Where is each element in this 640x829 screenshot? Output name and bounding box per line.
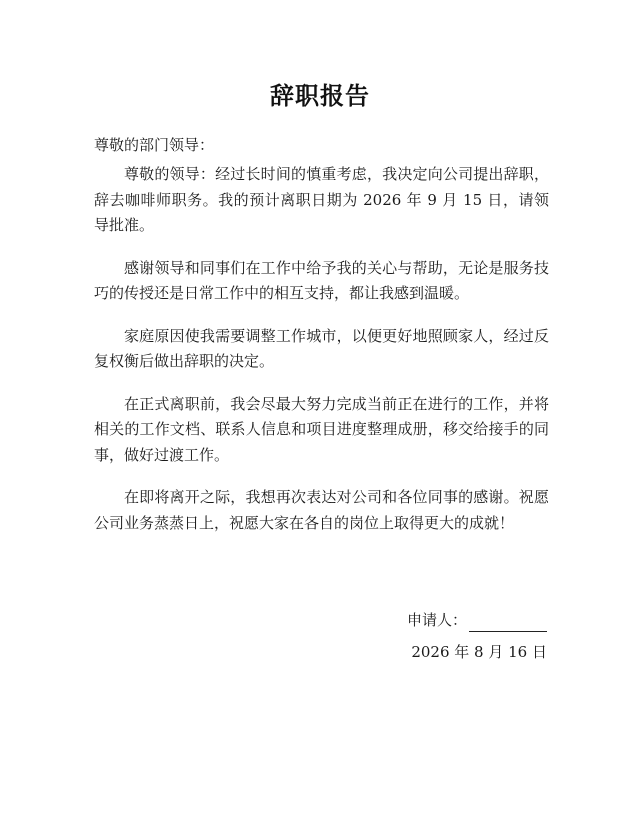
signature-area	[407, 608, 547, 632]
signature-label: 申请人：	[406, 611, 467, 629]
paragraph-intent: 尊敬的领导：经过长时间的慎重考虑，我决定向公司提出辞职，辞去咖啡师职务。我的预计离职日期为 2026 年 9 月 15 日，请领导批准。	[94, 165, 549, 234]
letter-date: 2026 年 8 月 16 日	[411, 643, 547, 661]
document-title: 辞职报告	[270, 82, 370, 110]
paragraph-reason: 家庭原因使我需要调整工作城市，以便更好地照顾家人，经过反复权衡后做出辞职的决定。	[94, 326, 549, 370]
letter-body	[94, 162, 549, 553]
paragraph-closing: 在即将离开之际，我想再次表达对公司和各位同事的感谢。祝愿公司业务蒸蒸日上，祝愿大家在各自的岗位上取得更大的成就！	[94, 488, 549, 532]
paragraph-thanks: 感谢领导和同事们在工作中给予我的关心与帮助，无论是服务技巧的传授还是日常工作中的相互支持，都让我感到温暖。	[94, 258, 549, 302]
salutation: 尊敬的部门领导：	[94, 136, 215, 154]
signature-line	[469, 614, 547, 632]
paragraph-handover: 在正式离职前，我会尽最大努力完成当前正在进行的工作，并将相关的工作文档、联系人信息和项目进度整理成册，移交给接手的同事，做好过渡工作。	[94, 394, 549, 464]
